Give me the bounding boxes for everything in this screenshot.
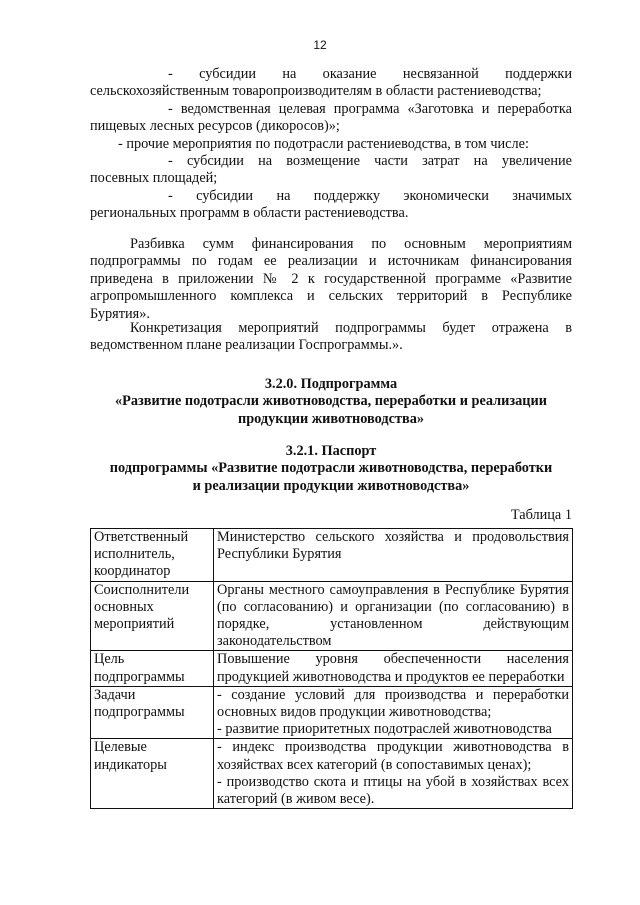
concretization-paragraph: Конкретизация мероприятий подпрограммы будет отражена в ведомственном плане реализации Госпрограммы.». (90, 320, 572, 354)
passport-title-line3: и реализации продукции животноводства» (192, 477, 470, 494)
row-value-text: - создание условий для производства и переработки основных видов продукции животноводства; (217, 686, 569, 721)
row-value (214, 651, 573, 686)
section-title (80, 376, 582, 428)
list-item-4-rest: посевных площадей; (90, 170, 218, 187)
table-row (91, 686, 573, 739)
row-value-text: Органы местного самоуправления в Республике Бурятия (по согласованию) и организации (по согласованию) в порядке, установленном действующим законодательством (217, 581, 569, 650)
row-value-text: Министерство сельского хозяйства и продовольствия Республики Бурятия (217, 529, 569, 563)
row-label: Задачи подпрограммы (91, 686, 214, 739)
section-title-line3: продукции животноводства» (237, 410, 425, 427)
page-number: 12 (313, 38, 327, 52)
passport-title-line2: подпрограммы «Развитие подотрасли животноводства, переработки (109, 460, 553, 477)
row-label: Целевые индикаторы (91, 739, 214, 809)
row-value (214, 686, 573, 739)
table-row (91, 651, 573, 686)
row-value (214, 739, 573, 809)
row-value-text: Повышение уровня обеспеченности населения продукцией животноводства и продуктов ее переработки (217, 651, 569, 685)
passport-title-line1: 3.2.1. Паспорт (285, 443, 377, 459)
financing-paragraph: Разбивка сумм финансирования по основным мероприятиям подпрограммы по годам ее реализации и источникам финансирования приведена в приложении № 2 к государственной программе «Развитие агропромышленного комплекса и сельских территорий в Республике Бурятия». (90, 236, 572, 322)
list-item-1-first: - субсидии на оказание несвязанной поддержки (168, 66, 572, 82)
row-label: Соисполнители основных мероприятий (91, 581, 214, 651)
table-row (91, 739, 573, 809)
list-item-5-first: - субсидии на поддержку экономически значимых (168, 187, 572, 204)
list-item-3: - прочие мероприятия по подотрасли растениеводства, в том числе: (118, 135, 529, 152)
list-item-5-rest: региональных программ в области растениеводства. (90, 205, 409, 222)
section-title-line2: «Развитие подотрасли животноводства, переработки и реализации (115, 393, 547, 410)
table-row (91, 529, 573, 582)
row-value (214, 529, 573, 582)
list-item-1-rest: сельскохозяйственным товаропроизводителям в области растениеводства; (90, 83, 542, 100)
table-row (91, 581, 573, 651)
row-label: Ответственный исполнитель, координатор (91, 529, 214, 582)
table-label: Таблица 1 (510, 507, 572, 523)
passport-title (80, 443, 582, 495)
list-item-2-rest: пищевых лесных ресурсов (дикоросов)»; (90, 118, 340, 135)
row-value-text-2: - производство скота и птицы на убой в хозяйствах всех категорий (в живом весе). (217, 773, 569, 808)
row-value-text-2: - развитие приоритетных подотраслей животноводства (217, 721, 552, 738)
list-item-4-first: - субсидии на возмещение части затрат на увеличение (168, 153, 572, 170)
subsidy-list (90, 66, 572, 223)
section-title-line1: 3.2.0. Подпрограмма (264, 376, 398, 392)
passport-table (90, 528, 573, 809)
row-label: Цель подпрограммы (91, 651, 214, 686)
row-value (214, 581, 573, 651)
row-value-text: - индекс производства продукции животноводства в хозяйствах всех категорий (в сопоставимых ценах); (217, 739, 569, 773)
list-item-2-first: - ведомственная целевая программа «Заготовка и переработка (168, 100, 572, 117)
